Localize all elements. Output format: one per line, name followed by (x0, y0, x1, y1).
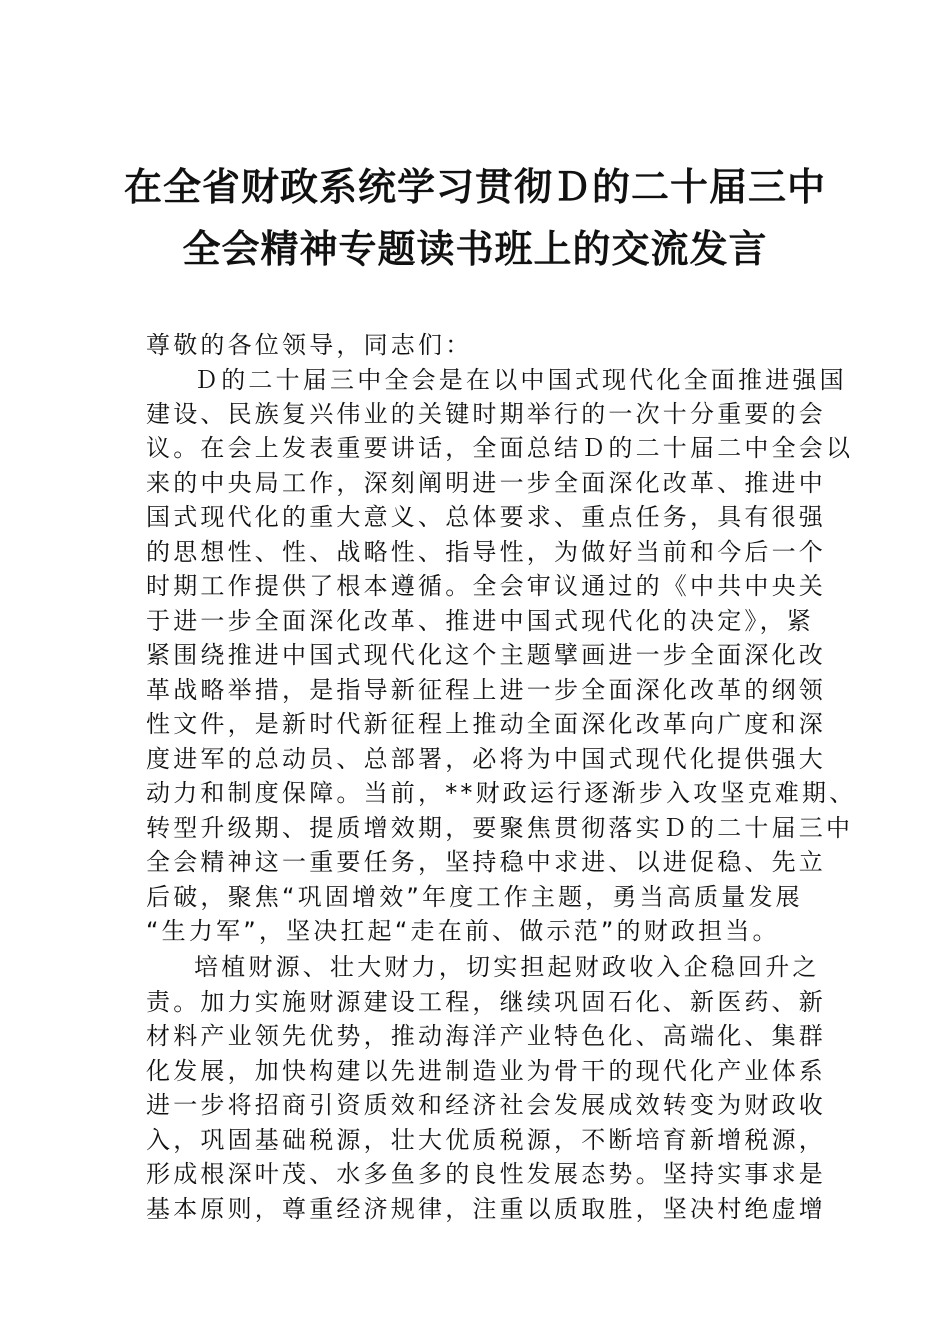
paragraph-line: 度进军的总动员、总部署，必将为中国式现代化提供强大 (146, 745, 826, 773)
paragraph-line: 来的中央局工作，深刻阐明进一步全面深化改革、推进中 (146, 469, 826, 497)
paragraph-line: 的思想性、性、战略性、指导性，为做好当前和今后一个 (146, 538, 826, 566)
paragraph-line: 入，巩固基础税源，壮大优质税源，不断培育新增税源， (146, 1126, 826, 1154)
paragraph-line: 材料产业领先优势，推动海洋产业特色化、高端化、集群 (146, 1022, 826, 1050)
salutation: 尊敬的各位领导，同志们： (146, 331, 473, 359)
paragraph-line: 建设、民族复兴伟业的关键时期举行的一次十分重要的会 (146, 400, 826, 428)
paragraph-line: 时期工作提供了根本遵循。全会审议通过的《中共中央关 (146, 572, 826, 600)
paragraph-line: 责。加力实施财源建设工程，继续巩固石化、新医药、新 (146, 988, 826, 1016)
paragraph-line: 议。在会上发表重要讲话，全面总结Ｄ的二十届二中全会以 (146, 434, 854, 462)
paragraph-line: 紧围绕推进中国式现代化这个主题擘画进一步全面深化改 (146, 641, 826, 669)
paragraph-line: 形成根深叶茂、水多鱼多的良性发展态势。坚持实事求是 (146, 1160, 826, 1188)
paragraph-line: 性文件，是新时代新征程上推动全面深化改革向广度和深 (146, 710, 826, 738)
paragraph-line: 国式现代化的重大意义、总体要求、重点任务，具有很强 (146, 503, 826, 531)
paragraph-line: “生力军”，坚决扛起“走在前、做示范”的财政担当。 (146, 917, 780, 945)
paragraph-line: 后破，聚焦“巩固增效”年度工作主题，勇当高质量发展 (146, 883, 803, 911)
document-title-line-1: 在全省财政系统学习贯彻Ｄ的二十届三中 (123, 164, 826, 209)
paragraph-line: 于进一步全面深化改革、推进中国式现代化的决定》，紧 (146, 607, 814, 635)
paragraph-line: 动力和制度保障。当前，**财政运行逐渐步入攻坚克难期、 (146, 779, 857, 807)
paragraph-line: 进一步将招商引资质效和经济社会发展成效转变为财政收 (146, 1091, 826, 1119)
paragraph-line: 转型升级期、提质增效期，要聚焦贯彻落实Ｄ的二十届三中 (146, 814, 854, 842)
paragraph-line: 培植财源、壮大财力，切实担起财政收入企稳回升之 (194, 953, 820, 981)
paragraph-line: 革战略举措，是指导新征程上进一步全面深化改革的纲领 (146, 676, 826, 704)
paragraph-line: 化发展，加快构建以先进制造业为骨干的现代化产业体系 (146, 1057, 826, 1085)
paragraph-line: Ｄ的二十届三中全会是在以中国式现代化全面推进强国 (194, 366, 847, 394)
paragraph-line: 基本原则，尊重经济规律，注重以质取胜，坚决村绝虚增 (146, 1195, 826, 1223)
paragraph-line: 全会精神这一重要任务，坚持稳中求进、以进促稳、先立 (146, 848, 826, 876)
document-title-line-2: 全会精神专题读书班上的交流发言 (182, 226, 768, 271)
